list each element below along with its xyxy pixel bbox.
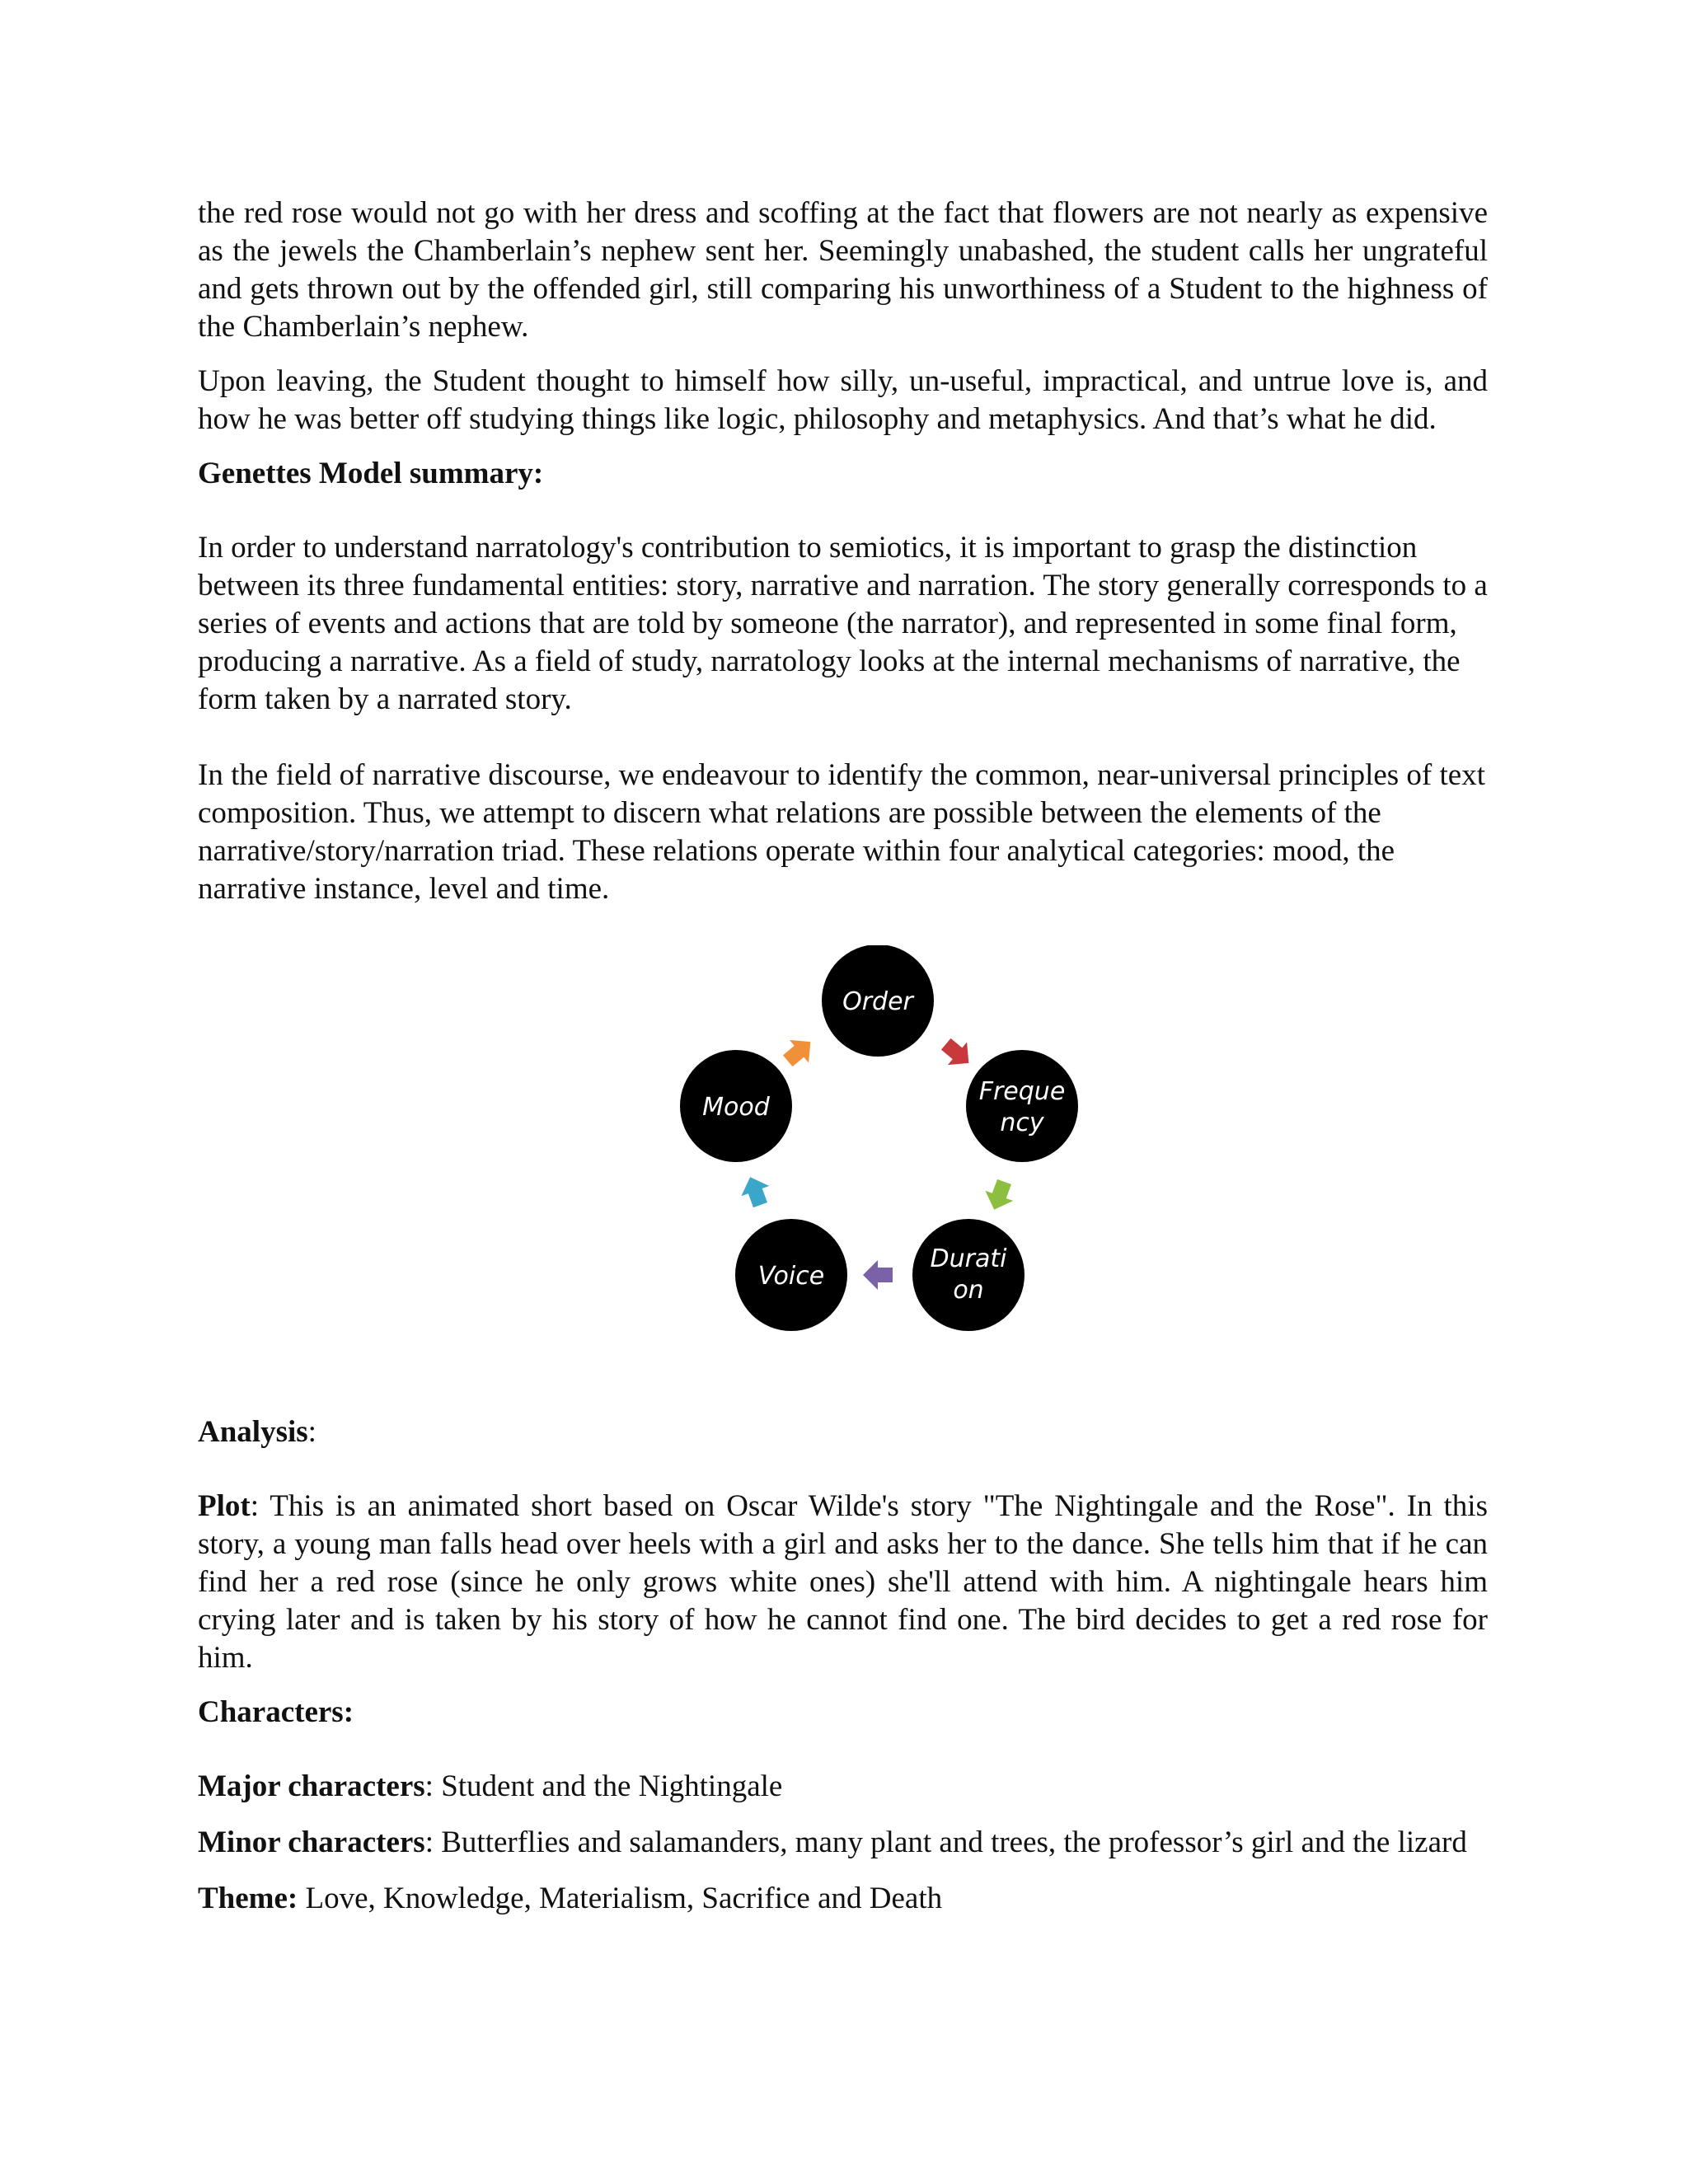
paragraph-theme (198, 1880, 1488, 1918)
node-duration-label-1: Durati (930, 1244, 1007, 1273)
node-frequency-label-1: Freque (978, 1077, 1066, 1106)
arrow-mood-to-order-path (778, 1030, 820, 1072)
arrow-frequency-to-duration-path (980, 1177, 1018, 1215)
heading-analysis (198, 1413, 1488, 1451)
paragraph-major-characters (198, 1768, 1488, 1806)
node-mood (680, 1050, 792, 1162)
node-voice (735, 1219, 847, 1331)
document-page (198, 194, 1488, 1918)
node-duration (912, 1219, 1025, 1331)
node-order (822, 945, 934, 1057)
paragraph-student-leaving: Upon leaving, the Student thought to himself how silly, un-useful, impractical, and untrue love is, and how he was better off studying things like logic, philosophy and metaphysics. And that’s what he did. (198, 364, 1488, 436)
arrow-duration-to-voice-icon (863, 1260, 893, 1290)
genette-cycle-diagram (631, 945, 1125, 1374)
paragraph-plot (198, 1488, 1488, 1677)
node-duration-circle (912, 1219, 1025, 1331)
major-characters-label: Major characters (198, 1769, 425, 1803)
arrow-voice-to-mood-path (736, 1172, 774, 1210)
plot-label: Plot (198, 1489, 251, 1523)
node-frequency-label-2: ncy (1000, 1108, 1044, 1137)
paragraph-narratology: In order to understand narratology's contribution to semiotics, it is important to grasp the distinction between its three fundamental entities: story, narrative and narration. The story generally corresponds to a series of events and actions that are told by someone (the narrator), and represented in some final form, producing a narrative. As a field of study, narratology looks at the internal mechanisms of narrative, the form taken by a narrated story. (198, 531, 1488, 716)
paragraph-narrative-discourse: In the field of narrative discourse, we endeavour to identify the common, near-universal principles of text composition. Thus, we attempt to discern what relations are possible between the elements of the narrative/story/narration triad. These relations operate within four analytical categories: mood, the narrative instance, level and time. (198, 758, 1485, 906)
heading-characters (198, 1694, 1488, 1732)
node-voice-label: Voice (757, 1262, 825, 1291)
node-mood-label: Mood (702, 1093, 770, 1122)
paragraph-minor-characters (198, 1824, 1488, 1862)
arrow-voice-to-mood-icon (736, 1172, 774, 1210)
arrow-frequency-to-duration-icon (980, 1177, 1018, 1215)
theme-label: Theme: (198, 1882, 298, 1915)
arrow-mood-to-order-icon (778, 1030, 820, 1072)
heading-analysis-colon: : (307, 1415, 316, 1449)
arrow-order-to-frequency-icon (936, 1033, 978, 1075)
heading-analysis-text: Analysis (198, 1415, 308, 1449)
heading-genette-model-text: Genettes Model summary: (198, 457, 544, 490)
node-duration-label-2: on (953, 1276, 984, 1305)
genette-cycle-svg (631, 945, 1125, 1374)
plot-text: : This is an animated short based on Oscar Wilde's story "The Nightingale and the Rose". In this story, a young man falls head over heels with a girl and asks her to the dance. She tells him that if he can find her a red rose (since he only grows white ones) she'll attend with him. A nightingale hears him crying later and is taken by his story of how he cannot find one. The bird decides to get a red rose for him. (198, 1489, 1488, 1675)
heading-characters-text: Characters: (198, 1695, 354, 1729)
node-frequency (966, 1050, 1078, 1162)
paragraph-story-continuation: the red rose would not go with her dress and scoffing at the fact that flowers are not nearly as expensive as the jewels the Chamberlain’s nephew sent her. Seemingly unabashed, the student calls her ungrateful and gets thrown out by the offended girl, still comparing his unworthiness of a Student to the highness of the Chamberlain’s nephew. (198, 196, 1488, 344)
arrow-duration-to-voice-path (863, 1260, 893, 1290)
minor-characters-label: Minor characters (198, 1825, 425, 1859)
arrow-order-to-frequency-path (936, 1033, 978, 1075)
theme-text: Love, Knowledge, Materialism, Sacrifice and Death (298, 1882, 943, 1915)
node-frequency-circle (966, 1050, 1078, 1162)
heading-genette-model (198, 455, 1488, 493)
minor-characters-text: : Butterflies and salamanders, many plant and trees, the professor’s girl and the lizard (424, 1825, 1467, 1859)
node-order-label: Order (842, 987, 913, 1016)
major-characters-text: : Student and the Nightingale (424, 1769, 783, 1803)
